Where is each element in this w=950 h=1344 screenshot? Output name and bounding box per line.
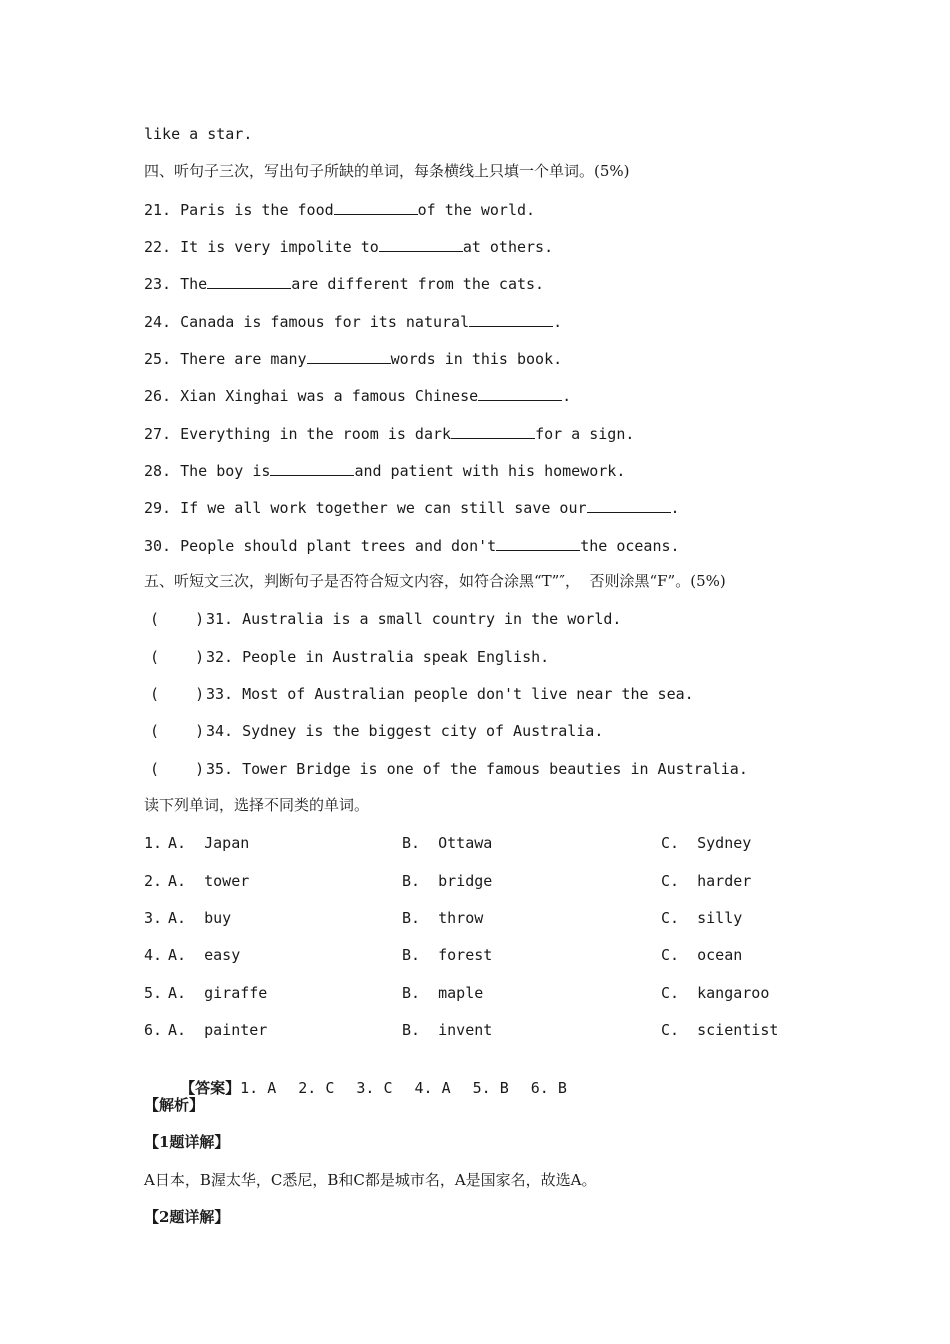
answer-line (144, 1058, 589, 1118)
vocab-heading: 读下列单词，选择不同类的单词。 (144, 796, 370, 814)
item-number: 27. (144, 425, 172, 443)
item-number: 32. (206, 648, 234, 666)
answer-item: 4. A (414, 1079, 451, 1097)
answer-blank[interactable] (496, 535, 580, 551)
item-number: 35. (206, 760, 234, 778)
true-false-item (150, 647, 549, 667)
vocab-option-c: C. scientist (661, 1021, 779, 1039)
vocab-option-c: C. Sydney (661, 834, 752, 852)
true-false-item (150, 759, 748, 779)
text-before-blank: If we all work together we can still save our (180, 499, 587, 517)
text-after-blank: at others. (462, 238, 554, 256)
option-a-text: A. easy (168, 946, 241, 964)
analysis-label: 【解析】 (144, 1096, 205, 1114)
true-false-item (150, 684, 694, 704)
text-after-blank: . (562, 387, 572, 405)
statement-text: People in Australia speak English. (242, 648, 550, 666)
text-before-blank: Canada is famous for its natural (180, 313, 470, 331)
answer-blank[interactable] (207, 273, 291, 289)
item-number: 1. (144, 834, 163, 852)
vocab-option-a (144, 945, 240, 965)
item-number: 6. (144, 1021, 163, 1039)
answer-blank[interactable] (379, 236, 463, 252)
detail2-label: 【2题详解】 (144, 1208, 230, 1226)
section5-heading: 五、听短文三次，判断句子是否符合短文内容，如符合涂黑“T”″， 否则涂黑“F”。(5%) (144, 572, 726, 590)
fill-in-item (144, 497, 680, 518)
fill-in-item (144, 348, 562, 369)
item-number: 28. (144, 462, 172, 480)
answer-items (240, 1079, 589, 1097)
item-number: 5. (144, 984, 163, 1002)
answer-bracket[interactable]: ( ) (150, 610, 205, 628)
vocab-option-b: B. invent (402, 1021, 493, 1039)
fill-in-item (144, 460, 625, 481)
vocab-option-c: C. ocean (661, 946, 743, 964)
item-number: 4. (144, 946, 163, 964)
vocab-option-a (144, 1020, 267, 1040)
text-before-blank: It is very impolite to (180, 238, 379, 256)
answer-blank[interactable] (451, 423, 535, 439)
text-before-blank: People should plant trees and don't (180, 537, 497, 555)
answer-label: 【答案】 (180, 1079, 241, 1097)
vocab-option-b: B. maple (402, 984, 484, 1002)
option-a-text: A. Japan (168, 834, 250, 852)
top-fragment: like a star. (144, 125, 253, 143)
vocab-option-b: B. Ottawa (402, 834, 493, 852)
answer-bracket[interactable]: ( ) (150, 722, 205, 740)
answer-blank[interactable] (469, 311, 553, 327)
answer-bracket[interactable]: ( ) (150, 648, 205, 666)
item-number: 33. (206, 685, 234, 703)
vocab-option-c: C. silly (661, 909, 743, 927)
text-after-blank: . (670, 499, 680, 517)
option-a-text: A. painter (168, 1021, 268, 1039)
answer-blank[interactable] (270, 460, 354, 476)
fill-in-item (144, 423, 634, 444)
vocab-option-c: C. kangaroo (661, 984, 770, 1002)
option-a-text: A. buy (168, 909, 232, 927)
text-before-blank: The boy is (180, 462, 271, 480)
item-number: 30. (144, 537, 172, 555)
text-after-blank: and patient with his homework. (354, 462, 626, 480)
vocab-option-a (144, 908, 231, 928)
answer-blank[interactable] (587, 497, 671, 513)
section4-heading: 四、听句子三次，写出句子所缺的单词，每条横线上只填一个单词。(5%) (144, 162, 630, 180)
vocab-option-a (144, 983, 267, 1003)
text-after-blank: are different from the cats. (291, 275, 545, 293)
item-number: 23. (144, 275, 172, 293)
fill-in-item (144, 385, 571, 406)
answer-item: 6. B (530, 1079, 567, 1097)
answer-blank[interactable] (478, 385, 562, 401)
item-number: 2. (144, 872, 163, 890)
item-number: 31. (206, 610, 234, 628)
text-after-blank: words in this book. (390, 350, 563, 368)
vocab-option-a (144, 833, 249, 853)
item-number: 22. (144, 238, 172, 256)
detail1-label: 【1题详解】 (144, 1133, 230, 1151)
text-before-blank: The (180, 275, 208, 293)
text-before-blank: Everything in the room is dark (180, 425, 452, 443)
vocab-option-b: B. forest (402, 946, 493, 964)
answer-bracket[interactable]: ( ) (150, 760, 205, 778)
statement-text: Sydney is the biggest city of Australia. (242, 722, 604, 740)
statement-text: Australia is a small country in the world. (242, 610, 622, 628)
true-false-item (150, 609, 621, 629)
item-number: 3. (144, 909, 163, 927)
statement-text: Most of Australian people don't live near the sea. (242, 685, 694, 703)
fill-in-item (144, 535, 680, 556)
vocab-option-c: C. harder (661, 872, 752, 890)
answer-blank[interactable] (307, 348, 391, 364)
option-a-text: A. giraffe (168, 984, 268, 1002)
fill-in-item (144, 273, 544, 294)
statement-text: Tower Bridge is one of the famous beauties in Australia. (242, 760, 748, 778)
text-after-blank: for a sign. (535, 425, 635, 443)
item-number: 34. (206, 722, 234, 740)
text-after-blank: . (553, 313, 563, 331)
fill-in-item (144, 311, 562, 332)
item-number: 21. (144, 201, 172, 219)
detail1-text: A日本，B渥太华，C悉尼，B和C都是城市名，A是国家名，故选A。 (144, 1171, 597, 1189)
vocab-option-a (144, 871, 249, 891)
answer-item: 5. B (472, 1079, 509, 1097)
answer-item: 1. A (240, 1079, 277, 1097)
answer-blank[interactable] (334, 199, 418, 215)
item-number: 29. (144, 499, 172, 517)
item-number: 25. (144, 350, 172, 368)
fill-in-item (144, 236, 553, 257)
item-number: 24. (144, 313, 172, 331)
text-after-blank: the oceans. (580, 537, 680, 555)
true-false-item (150, 721, 603, 741)
text-before-blank: Paris is the food (180, 201, 334, 219)
text-before-blank: There are many (180, 350, 307, 368)
text-before-blank: Xian Xinghai was a famous Chinese (180, 387, 479, 405)
vocab-option-b: B. bridge (402, 872, 493, 890)
vocab-option-b: B. throw (402, 909, 484, 927)
answer-item: 3. C (356, 1079, 393, 1097)
option-a-text: A. tower (168, 872, 250, 890)
answer-bracket[interactable]: ( ) (150, 685, 205, 703)
item-number: 26. (144, 387, 172, 405)
text-after-blank: of the world. (417, 201, 536, 219)
fill-in-item (144, 199, 535, 220)
answer-item: 2. C (298, 1079, 335, 1097)
